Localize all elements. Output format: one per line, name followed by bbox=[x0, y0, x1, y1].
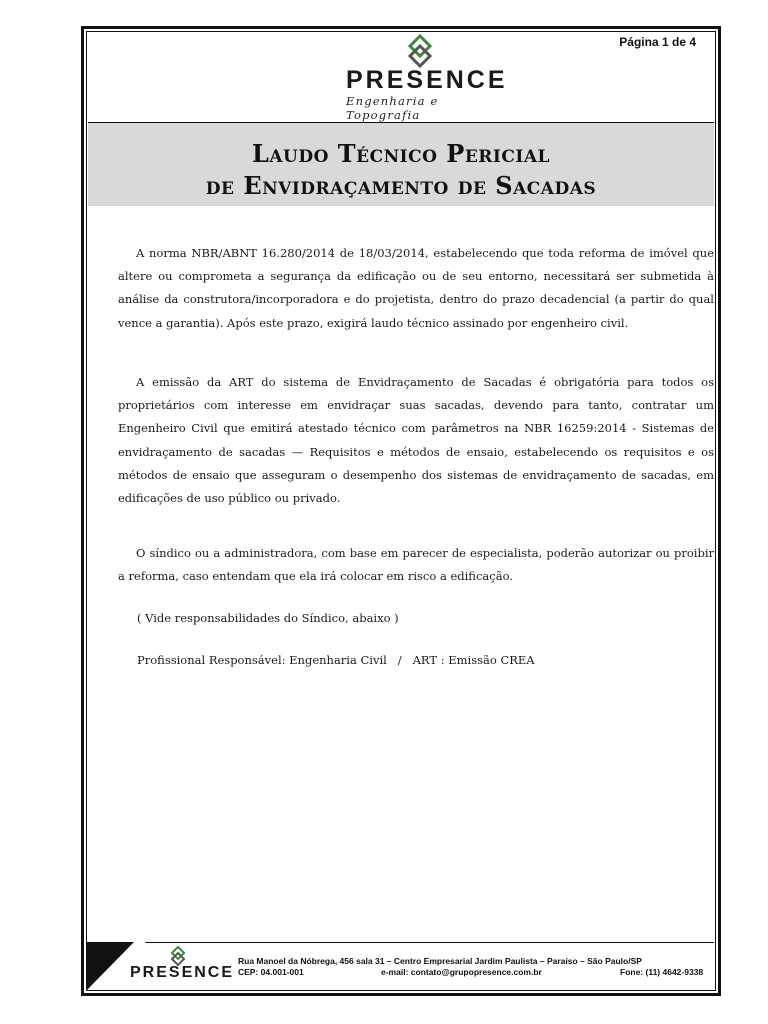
footer-logo bbox=[130, 946, 240, 986]
footer-phone: Fone: (11) 4642-9338 bbox=[620, 967, 704, 977]
footer-cep: CEP: 04.001-001 bbox=[238, 967, 304, 977]
title-band bbox=[88, 122, 714, 206]
footer-address: Rua Manoel da Nóbrega, 456 sala 31 – Centro Empresarial Jardim Paulista – Paraíso – São Paulo/SP bbox=[238, 956, 642, 966]
paragraph-sindico: O síndico ou a administradora, com base em parecer de especialista, poderão autorizar ou proibir a reforma, caso entendam que ela irá colocar em risco a edificação. bbox=[118, 546, 714, 584]
note-responsabilidades: ( Vide responsabilidades do Síndico, abaixo ) bbox=[137, 611, 399, 625]
logo-tagline: Engenharia e Topografia bbox=[346, 94, 439, 122]
presence-emblem-icon bbox=[400, 34, 440, 70]
page-number: Página 1 de 4 bbox=[619, 35, 696, 49]
header-logo bbox=[340, 32, 520, 122]
footer-email: e-mail: contato@grupopresence.com.br bbox=[381, 967, 542, 977]
footer-divider bbox=[88, 942, 714, 943]
paragraph-art: A emissão da ART do sistema de Envidraçamento de Sacadas é obrigatória para todos os proprietários com interesse em envidraçar suas sacadas, devendo para tanto, contratar um Engenheiro Civil que emitirá atestado técnico com parâmetros na NBR 16259:2014 - Sistemas de envidraçamento de sacadas — Requisitos e métodos de ensaio, estabelecendo os requisitos e os métodos de ensaio que asseguram o desempenho dos sistemas de envidraçamento de sacadas, em edificações de uso público ou privado. bbox=[118, 375, 714, 506]
professional-responsible: Profissional Responsável: Engenharia Civil / ART : Emissão CREA bbox=[137, 653, 535, 667]
footer-wordmark: PRESENCE bbox=[130, 964, 235, 981]
paragraph-norma: A norma NBR/ABNT 16.280/2014 de 18/03/2014, estabelecendo que toda reforma de imóvel que altere ou comprometa a segurança da edificação ou de seu entorno, necessitará ser submetida à análise da construtora/incorporadora e do projetista, dentro do prazo decadencial (a partir do qual vence a garantia). Após este prazo, exigirá laudo técnico assinado por engenheiro civil. bbox=[118, 246, 714, 330]
logo-wordmark: PRESENCE bbox=[346, 66, 508, 94]
document-title-line-1: Laudo Técnico Pericial bbox=[251, 139, 551, 168]
document-title-line-2: de Envidraçamento de Sacadas bbox=[205, 171, 597, 200]
